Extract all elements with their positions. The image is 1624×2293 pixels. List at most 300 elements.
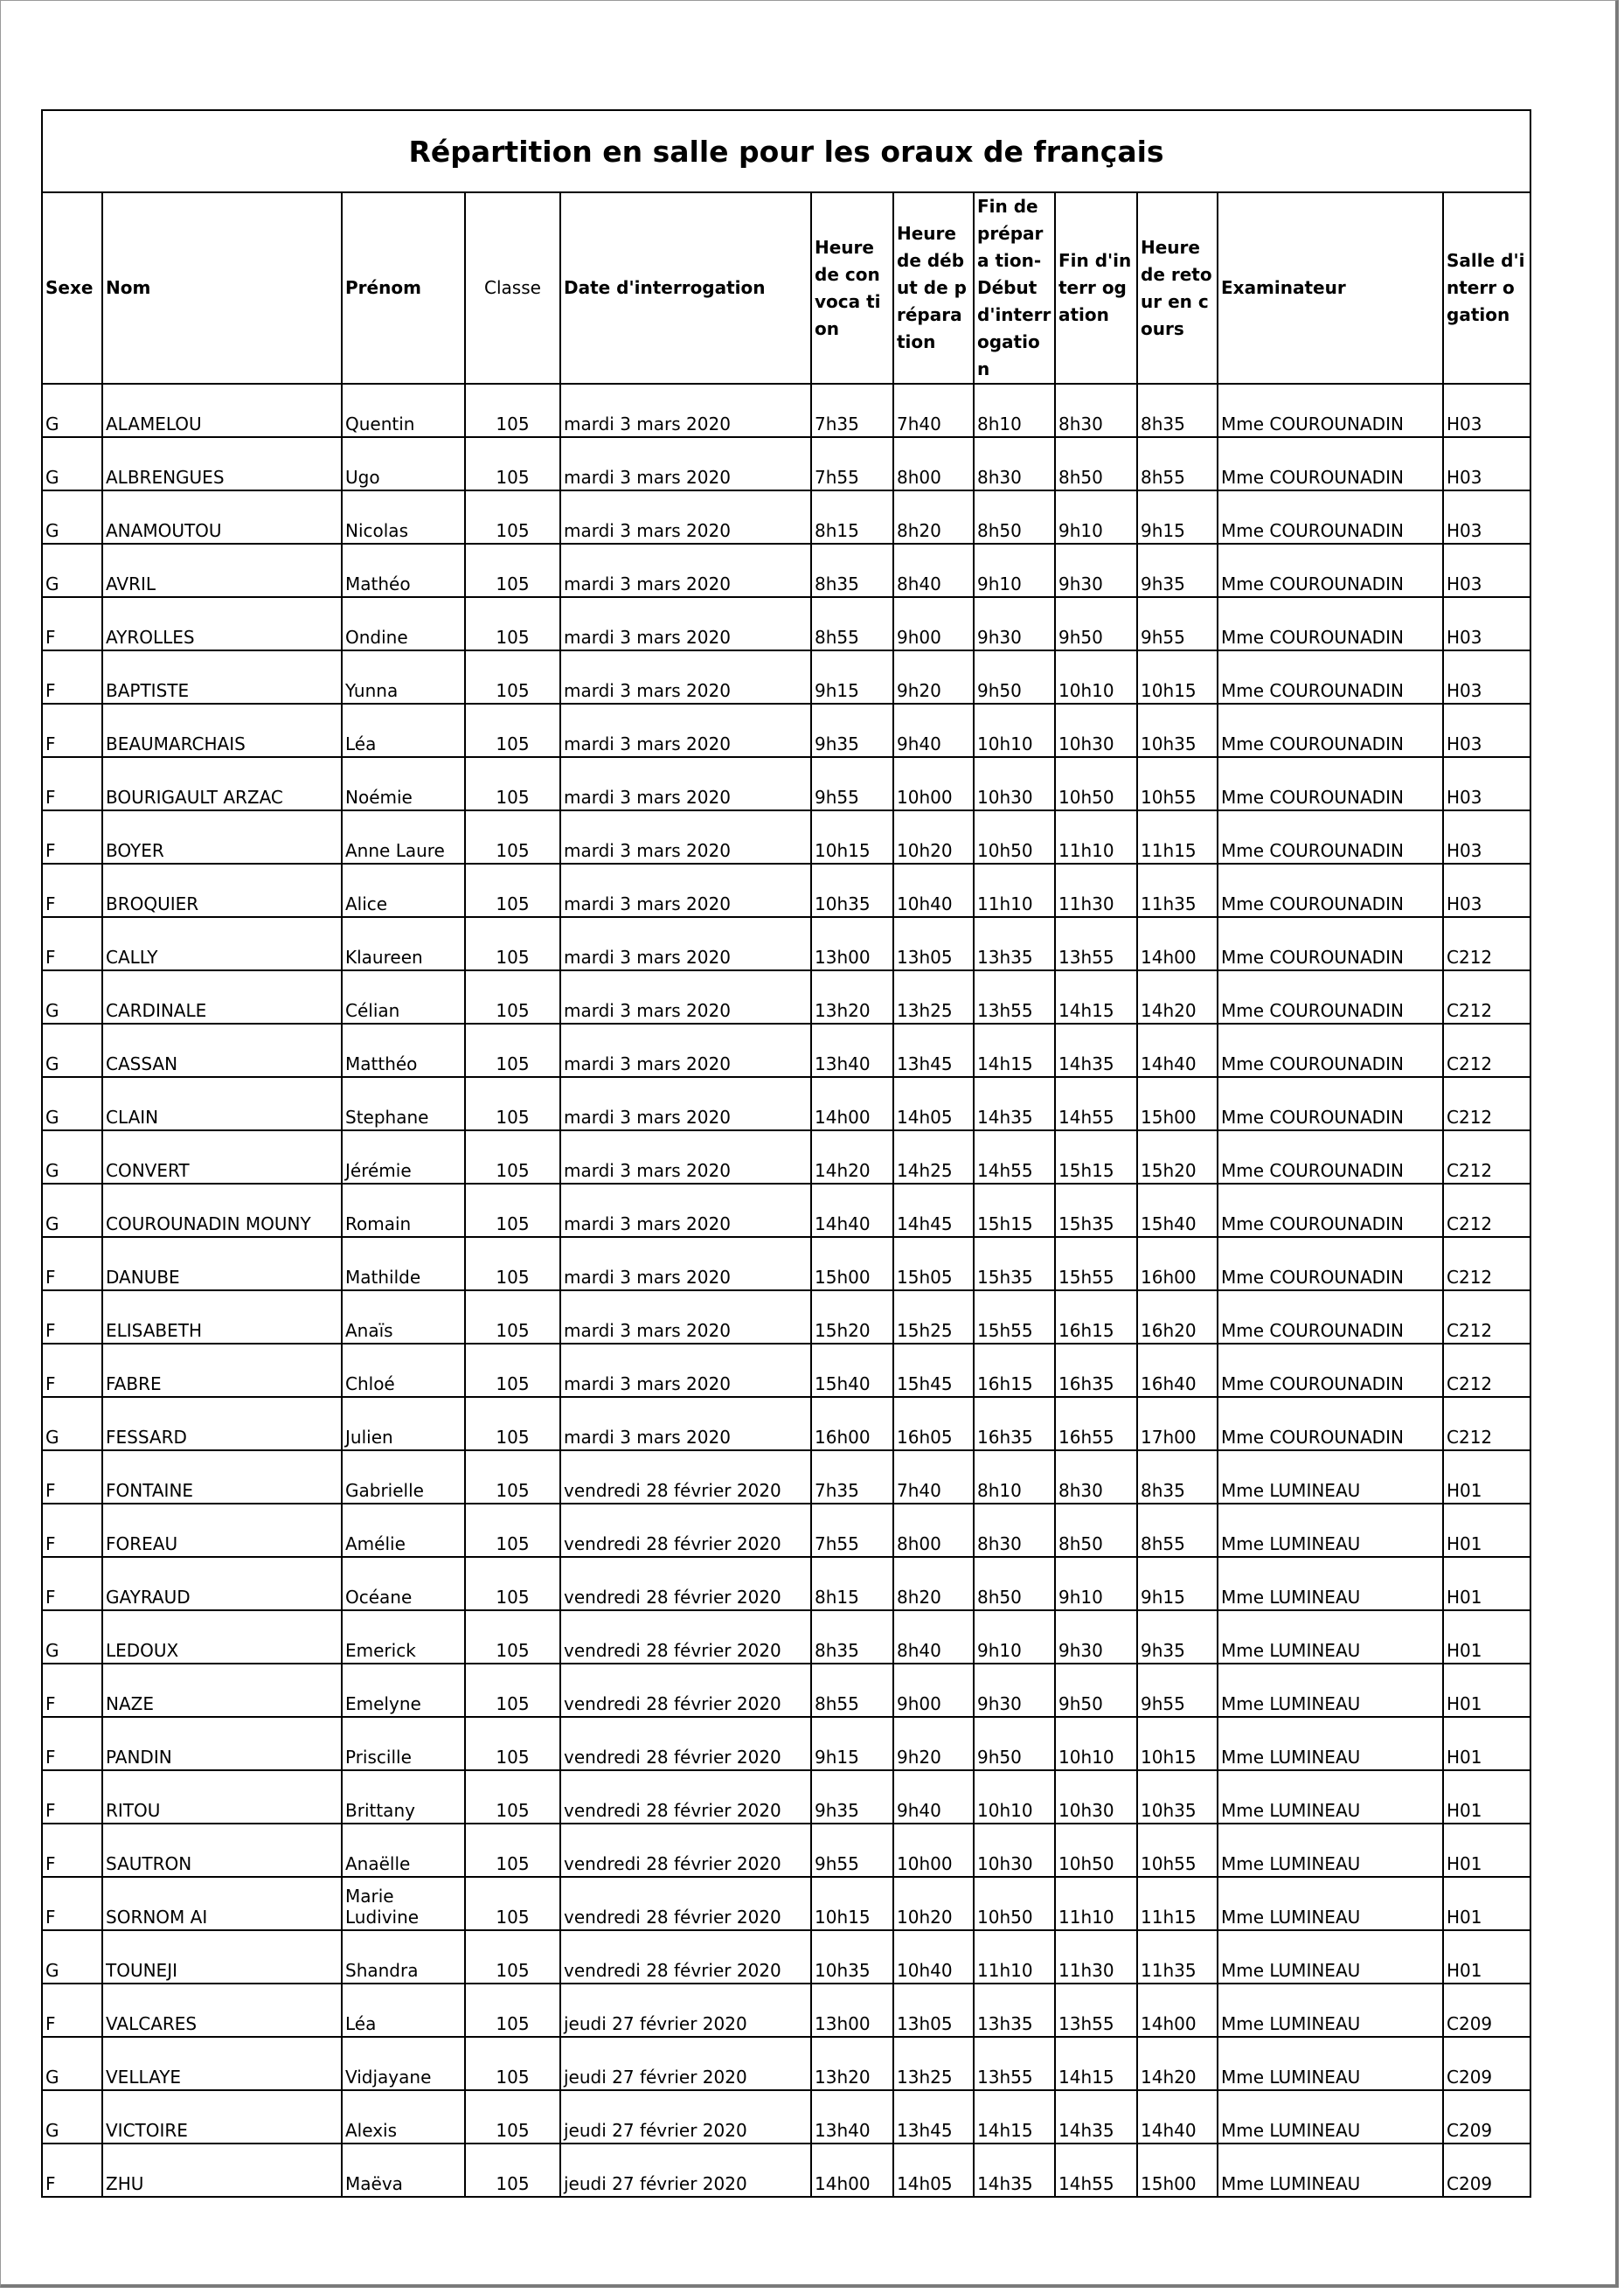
cell-debut-preparation: 14h45 (893, 1184, 974, 1237)
cell-classe: 105 (465, 2090, 560, 2144)
table-row (42, 597, 1530, 650)
table-row (42, 970, 1530, 1024)
cell-debut-preparation: 13h45 (893, 2090, 974, 2144)
cell-debut-preparation: 7h40 (893, 384, 974, 437)
cell-fin-preparation: 14h35 (974, 1077, 1055, 1130)
cell-convocation: 9h15 (811, 1717, 893, 1770)
cell-debut-preparation: 9h40 (893, 704, 974, 757)
header-convocation: Heure de convoca tion (811, 192, 893, 384)
table-row (42, 2144, 1530, 2197)
cell-convocation: 9h55 (811, 1824, 893, 1877)
cell-fin-preparation: 10h30 (974, 1824, 1055, 1877)
cell-classe: 105 (465, 1397, 560, 1450)
cell-fin-preparation: 15h35 (974, 1237, 1055, 1290)
cell-classe: 105 (465, 970, 560, 1024)
cell-convocation: 13h20 (811, 970, 893, 1024)
cell-salle: H03 (1443, 704, 1530, 757)
cell-classe: 105 (465, 757, 560, 810)
cell-date: mardi 3 mars 2020 (560, 1397, 811, 1450)
cell-fin-interrogation: 15h15 (1055, 1130, 1137, 1184)
cell-salle: H01 (1443, 1504, 1530, 1557)
cell-fin-interrogation: 13h55 (1055, 1984, 1137, 2037)
cell-classe: 105 (465, 1610, 560, 1664)
cell-retour-cours: 10h55 (1137, 1824, 1218, 1877)
cell-convocation: 7h55 (811, 437, 893, 490)
cell-nom: ANAMOUTOU (102, 490, 342, 544)
schedule-table (41, 109, 1531, 2198)
cell-salle: H03 (1443, 384, 1530, 437)
cell-fin-interrogation: 10h50 (1055, 757, 1137, 810)
cell-debut-preparation: 13h05 (893, 917, 974, 970)
cell-prenom: Jérémie (342, 1130, 465, 1184)
cell-salle: C212 (1443, 1290, 1530, 1344)
cell-salle: H03 (1443, 757, 1530, 810)
cell-fin-interrogation: 10h10 (1055, 650, 1137, 704)
cell-fin-preparation: 15h55 (974, 1290, 1055, 1344)
cell-classe: 105 (465, 1130, 560, 1184)
cell-date: mardi 3 mars 2020 (560, 1344, 811, 1397)
cell-classe: 105 (465, 1344, 560, 1397)
cell-salle: H01 (1443, 1770, 1530, 1824)
cell-fin-preparation: 8h30 (974, 1504, 1055, 1557)
cell-retour-cours: 9h15 (1137, 490, 1218, 544)
cell-prenom: Ugo (342, 437, 465, 490)
cell-retour-cours: 10h35 (1137, 704, 1218, 757)
cell-fin-interrogation: 15h35 (1055, 1184, 1137, 1237)
cell-fin-preparation: 11h10 (974, 864, 1055, 917)
cell-nom: ALBRENGUES (102, 437, 342, 490)
cell-fin-preparation: 14h15 (974, 2090, 1055, 2144)
cell-examinateur: Mme COUROUNADIN (1218, 1024, 1443, 1077)
cell-examinateur: Mme LUMINEAU (1218, 2090, 1443, 2144)
cell-prenom: Célian (342, 970, 465, 1024)
table-row (42, 1237, 1530, 1290)
cell-examinateur: Mme LUMINEAU (1218, 1770, 1443, 1824)
cell-salle: H03 (1443, 650, 1530, 704)
cell-sexe: G (42, 1024, 102, 1077)
cell-debut-preparation: 9h20 (893, 1717, 974, 1770)
table-row (42, 1450, 1530, 1504)
cell-classe: 105 (465, 704, 560, 757)
cell-classe: 105 (465, 864, 560, 917)
cell-date: mardi 3 mars 2020 (560, 1290, 811, 1344)
cell-prenom: Marie Ludivine (342, 1877, 465, 1930)
cell-classe: 105 (465, 1237, 560, 1290)
cell-examinateur: Mme LUMINEAU (1218, 1877, 1443, 1930)
cell-retour-cours: 10h15 (1137, 650, 1218, 704)
cell-fin-interrogation: 14h55 (1055, 1077, 1137, 1130)
cell-date: vendredi 28 février 2020 (560, 1557, 811, 1610)
cell-prenom: Nicolas (342, 490, 465, 544)
cell-retour-cours: 15h00 (1137, 1077, 1218, 1130)
cell-convocation: 8h55 (811, 597, 893, 650)
cell-sexe: G (42, 970, 102, 1024)
cell-salle: H01 (1443, 1610, 1530, 1664)
cell-examinateur: Mme COUROUNADIN (1218, 1237, 1443, 1290)
cell-prenom: Mathilde (342, 1237, 465, 1290)
cell-nom: FABRE (102, 1344, 342, 1397)
cell-retour-cours: 11h35 (1137, 864, 1218, 917)
header-sexe: Sexe (42, 192, 102, 384)
cell-salle: C212 (1443, 917, 1530, 970)
cell-convocation: 10h15 (811, 810, 893, 864)
cell-nom: FOREAU (102, 1504, 342, 1557)
cell-prenom: Anaëlle (342, 1824, 465, 1877)
cell-retour-cours: 14h40 (1137, 1024, 1218, 1077)
cell-date: mardi 3 mars 2020 (560, 650, 811, 704)
cell-sexe: G (42, 2090, 102, 2144)
cell-retour-cours: 11h35 (1137, 1930, 1218, 1984)
cell-date: vendredi 28 février 2020 (560, 1717, 811, 1770)
cell-sexe: F (42, 1504, 102, 1557)
cell-prenom: Amélie (342, 1504, 465, 1557)
cell-fin-interrogation: 9h30 (1055, 1610, 1137, 1664)
cell-sexe: F (42, 2144, 102, 2197)
cell-examinateur: Mme COUROUNADIN (1218, 1077, 1443, 1130)
cell-sexe: F (42, 757, 102, 810)
cell-fin-preparation: 10h10 (974, 1770, 1055, 1824)
cell-convocation: 10h35 (811, 1930, 893, 1984)
cell-sexe: F (42, 1237, 102, 1290)
cell-examinateur: Mme LUMINEAU (1218, 1610, 1443, 1664)
header-prenom: Prénom (342, 192, 465, 384)
cell-prenom: Priscille (342, 1717, 465, 1770)
cell-sexe: F (42, 1717, 102, 1770)
cell-fin-preparation: 14h35 (974, 2144, 1055, 2197)
cell-examinateur: Mme LUMINEAU (1218, 1450, 1443, 1504)
cell-nom: ZHU (102, 2144, 342, 2197)
cell-salle: C212 (1443, 1077, 1530, 1130)
cell-examinateur: Mme LUMINEAU (1218, 1984, 1443, 2037)
cell-examinateur: Mme COUROUNADIN (1218, 1130, 1443, 1184)
cell-fin-interrogation: 14h15 (1055, 2037, 1137, 2090)
cell-prenom: Léa (342, 1984, 465, 2037)
cell-sexe: G (42, 2037, 102, 2090)
cell-classe: 105 (465, 1930, 560, 1984)
header-retour-cours: Heure de retour en cours (1137, 192, 1218, 384)
cell-prenom: Mathéo (342, 544, 465, 597)
cell-convocation: 14h20 (811, 1130, 893, 1184)
cell-sexe: F (42, 1344, 102, 1397)
cell-convocation: 7h35 (811, 1450, 893, 1504)
cell-nom: AVRIL (102, 544, 342, 597)
cell-fin-interrogation: 8h30 (1055, 1450, 1137, 1504)
header-fin-interrogation: Fin d'interr ogation (1055, 192, 1137, 384)
cell-sexe: F (42, 810, 102, 864)
table-row (42, 1770, 1530, 1824)
header-fin-preparation: Fin de prépara tion- Début d'interr ogation (974, 192, 1055, 384)
cell-sexe: F (42, 704, 102, 757)
cell-classe: 105 (465, 1824, 560, 1877)
cell-fin-preparation: 9h10 (974, 544, 1055, 597)
cell-nom: GAYRAUD (102, 1557, 342, 1610)
cell-salle: H01 (1443, 1664, 1530, 1717)
cell-classe: 105 (465, 2144, 560, 2197)
cell-classe: 105 (465, 1877, 560, 1930)
cell-convocation: 13h00 (811, 1984, 893, 2037)
cell-nom: ALAMELOU (102, 384, 342, 437)
cell-prenom: Vidjayane (342, 2037, 465, 2090)
cell-convocation: 15h20 (811, 1290, 893, 1344)
cell-fin-preparation: 14h15 (974, 1024, 1055, 1077)
table-row (42, 1397, 1530, 1450)
cell-prenom: Anne Laure (342, 810, 465, 864)
cell-salle: H01 (1443, 1877, 1530, 1930)
cell-fin-interrogation: 8h50 (1055, 1504, 1137, 1557)
cell-fin-preparation: 8h50 (974, 1557, 1055, 1610)
cell-convocation: 8h15 (811, 1557, 893, 1610)
cell-date: vendredi 28 février 2020 (560, 1450, 811, 1504)
cell-classe: 105 (465, 1184, 560, 1237)
cell-fin-preparation: 16h35 (974, 1397, 1055, 1450)
cell-prenom: Maëva (342, 2144, 465, 2197)
cell-convocation: 8h35 (811, 544, 893, 597)
header-date: Date d'interrogation (560, 192, 811, 384)
cell-prenom: Chloé (342, 1344, 465, 1397)
cell-nom: FESSARD (102, 1397, 342, 1450)
table-row (42, 1930, 1530, 1984)
cell-classe: 105 (465, 1984, 560, 2037)
cell-retour-cours: 10h15 (1137, 1717, 1218, 1770)
cell-fin-interrogation: 9h50 (1055, 1664, 1137, 1717)
cell-debut-preparation: 7h40 (893, 1450, 974, 1504)
cell-prenom: Shandra (342, 1930, 465, 1984)
cell-sexe: F (42, 1450, 102, 1504)
cell-fin-preparation: 10h50 (974, 810, 1055, 864)
cell-retour-cours: 15h20 (1137, 1130, 1218, 1184)
table-row (42, 650, 1530, 704)
cell-convocation: 15h40 (811, 1344, 893, 1397)
cell-sexe: F (42, 597, 102, 650)
cell-sexe: G (42, 544, 102, 597)
cell-convocation: 13h40 (811, 2090, 893, 2144)
cell-examinateur: Mme LUMINEAU (1218, 1557, 1443, 1610)
header-classe: Classe (465, 192, 560, 384)
cell-classe: 105 (465, 1504, 560, 1557)
cell-sexe: G (42, 384, 102, 437)
cell-convocation: 9h55 (811, 757, 893, 810)
header-row (42, 192, 1530, 384)
cell-convocation: 14h40 (811, 1184, 893, 1237)
cell-prenom: Yunna (342, 650, 465, 704)
table-row (42, 1344, 1530, 1397)
cell-debut-preparation: 13h05 (893, 1984, 974, 2037)
cell-salle: C209 (1443, 2037, 1530, 2090)
cell-nom: BOURIGAULT ARZAC (102, 757, 342, 810)
cell-date: mardi 3 mars 2020 (560, 384, 811, 437)
cell-date: jeudi 27 février 2020 (560, 2090, 811, 2144)
cell-nom: LEDOUX (102, 1610, 342, 1664)
cell-salle: C209 (1443, 2144, 1530, 2197)
cell-convocation: 9h35 (811, 1770, 893, 1824)
table-row (42, 1290, 1530, 1344)
cell-fin-interrogation: 11h30 (1055, 1930, 1137, 1984)
cell-fin-preparation: 9h50 (974, 650, 1055, 704)
cell-date: jeudi 27 février 2020 (560, 1984, 811, 2037)
header-debut-preparation: Heure de début de prépara tion (893, 192, 974, 384)
cell-prenom: Alexis (342, 2090, 465, 2144)
cell-retour-cours: 10h35 (1137, 1770, 1218, 1824)
cell-retour-cours: 8h35 (1137, 384, 1218, 437)
cell-classe: 105 (465, 1770, 560, 1824)
cell-debut-preparation: 8h00 (893, 1504, 974, 1557)
cell-nom: VALCARES (102, 1984, 342, 2037)
table-row (42, 1130, 1530, 1184)
cell-convocation: 14h00 (811, 2144, 893, 2197)
cell-fin-interrogation: 11h10 (1055, 1877, 1137, 1930)
cell-classe: 105 (465, 650, 560, 704)
cell-retour-cours: 9h15 (1137, 1557, 1218, 1610)
cell-nom: TOUNEJI (102, 1930, 342, 1984)
table-row (42, 1610, 1530, 1664)
table-row (42, 2037, 1530, 2090)
cell-convocation: 8h35 (811, 1610, 893, 1664)
table-row (42, 1717, 1530, 1770)
table-row (42, 917, 1530, 970)
cell-prenom: Noémie (342, 757, 465, 810)
cell-fin-interrogation: 13h55 (1055, 917, 1137, 970)
cell-classe: 105 (465, 1664, 560, 1717)
cell-fin-preparation: 9h50 (974, 1717, 1055, 1770)
cell-date: jeudi 27 février 2020 (560, 2037, 811, 2090)
cell-nom: BEAUMARCHAIS (102, 704, 342, 757)
cell-fin-preparation: 9h30 (974, 1664, 1055, 1717)
cell-salle: H03 (1443, 597, 1530, 650)
table-row (42, 384, 1530, 437)
cell-debut-preparation: 10h20 (893, 1877, 974, 1930)
cell-sexe: G (42, 1184, 102, 1237)
cell-debut-preparation: 10h40 (893, 1930, 974, 1984)
table-row (42, 1024, 1530, 1077)
cell-date: vendredi 28 février 2020 (560, 1664, 811, 1717)
cell-salle: C212 (1443, 1344, 1530, 1397)
cell-prenom: Emerick (342, 1610, 465, 1664)
cell-classe: 105 (465, 544, 560, 597)
cell-sexe: F (42, 1770, 102, 1824)
cell-retour-cours: 17h00 (1137, 1397, 1218, 1450)
cell-salle: C212 (1443, 970, 1530, 1024)
cell-examinateur: Mme COUROUNADIN (1218, 1397, 1443, 1450)
cell-examinateur: Mme COUROUNADIN (1218, 597, 1443, 650)
cell-fin-interrogation: 8h50 (1055, 437, 1137, 490)
document-title: Répartition en salle pour les oraux de français (42, 110, 1530, 192)
cell-retour-cours: 9h55 (1137, 597, 1218, 650)
schedule-sheet (41, 109, 1530, 2198)
cell-fin-interrogation: 10h50 (1055, 1824, 1137, 1877)
header-salle: Salle d'interr ogation (1443, 192, 1530, 384)
cell-salle: C212 (1443, 1397, 1530, 1450)
cell-retour-cours: 14h20 (1137, 970, 1218, 1024)
cell-convocation: 9h15 (811, 650, 893, 704)
cell-sexe: G (42, 490, 102, 544)
cell-fin-preparation: 10h10 (974, 704, 1055, 757)
cell-fin-preparation: 8h10 (974, 1450, 1055, 1504)
cell-sexe: F (42, 1557, 102, 1610)
table-row (42, 1077, 1530, 1130)
cell-debut-preparation: 8h00 (893, 437, 974, 490)
cell-retour-cours: 14h00 (1137, 917, 1218, 970)
cell-salle: H03 (1443, 490, 1530, 544)
cell-fin-interrogation: 9h10 (1055, 1557, 1137, 1610)
cell-classe: 105 (465, 437, 560, 490)
cell-salle: H03 (1443, 437, 1530, 490)
cell-nom: RITOU (102, 1770, 342, 1824)
cell-debut-preparation: 9h00 (893, 597, 974, 650)
cell-salle: C212 (1443, 1130, 1530, 1184)
cell-examinateur: Mme LUMINEAU (1218, 1824, 1443, 1877)
cell-fin-preparation: 11h10 (974, 1930, 1055, 1984)
cell-examinateur: Mme LUMINEAU (1218, 2037, 1443, 2090)
cell-date: mardi 3 mars 2020 (560, 437, 811, 490)
cell-sexe: F (42, 1664, 102, 1717)
cell-debut-preparation: 13h45 (893, 1024, 974, 1077)
cell-retour-cours: 14h00 (1137, 1984, 1218, 2037)
cell-debut-preparation: 13h25 (893, 970, 974, 1024)
cell-examinateur: Mme COUROUNADIN (1218, 864, 1443, 917)
cell-convocation: 14h00 (811, 1077, 893, 1130)
cell-salle: H01 (1443, 1930, 1530, 1984)
cell-salle: C212 (1443, 1184, 1530, 1237)
cell-convocation: 8h55 (811, 1664, 893, 1717)
cell-convocation: 8h15 (811, 490, 893, 544)
cell-prenom: Emelyne (342, 1664, 465, 1717)
cell-sexe: F (42, 1824, 102, 1877)
cell-convocation: 7h35 (811, 384, 893, 437)
cell-fin-preparation: 10h30 (974, 757, 1055, 810)
cell-date: jeudi 27 février 2020 (560, 2144, 811, 2197)
cell-examinateur: Mme COUROUNADIN (1218, 384, 1443, 437)
cell-nom: BOYER (102, 810, 342, 864)
cell-debut-preparation: 14h25 (893, 1130, 974, 1184)
cell-examinateur: Mme COUROUNADIN (1218, 650, 1443, 704)
cell-debut-preparation: 10h00 (893, 757, 974, 810)
cell-fin-preparation: 13h55 (974, 2037, 1055, 2090)
cell-date: mardi 3 mars 2020 (560, 704, 811, 757)
table-row (42, 1557, 1530, 1610)
cell-debut-preparation: 9h40 (893, 1770, 974, 1824)
cell-date: mardi 3 mars 2020 (560, 1024, 811, 1077)
cell-debut-preparation: 8h40 (893, 1610, 974, 1664)
cell-nom: BAPTISTE (102, 650, 342, 704)
cell-classe: 105 (465, 1450, 560, 1504)
cell-fin-preparation: 8h10 (974, 384, 1055, 437)
cell-nom: BROQUIER (102, 864, 342, 917)
cell-examinateur: Mme COUROUNADIN (1218, 544, 1443, 597)
cell-debut-preparation: 8h20 (893, 490, 974, 544)
cell-fin-interrogation: 9h50 (1055, 597, 1137, 650)
cell-retour-cours: 16h20 (1137, 1290, 1218, 1344)
cell-sexe: F (42, 917, 102, 970)
cell-salle: H03 (1443, 864, 1530, 917)
cell-date: mardi 3 mars 2020 (560, 810, 811, 864)
cell-date: mardi 3 mars 2020 (560, 597, 811, 650)
cell-nom: COUROUNADIN MOUNY (102, 1184, 342, 1237)
cell-salle: H03 (1443, 544, 1530, 597)
cell-fin-preparation: 8h50 (974, 490, 1055, 544)
cell-convocation: 10h15 (811, 1877, 893, 1930)
cell-convocation: 13h00 (811, 917, 893, 970)
cell-classe: 105 (465, 490, 560, 544)
cell-nom: CARDINALE (102, 970, 342, 1024)
cell-retour-cours: 16h00 (1137, 1237, 1218, 1290)
cell-retour-cours: 11h15 (1137, 810, 1218, 864)
cell-salle: H01 (1443, 1824, 1530, 1877)
cell-date: mardi 3 mars 2020 (560, 1130, 811, 1184)
cell-sexe: G (42, 1130, 102, 1184)
cell-examinateur: Mme COUROUNADIN (1218, 917, 1443, 970)
cell-classe: 105 (465, 2037, 560, 2090)
cell-examinateur: Mme COUROUNADIN (1218, 810, 1443, 864)
